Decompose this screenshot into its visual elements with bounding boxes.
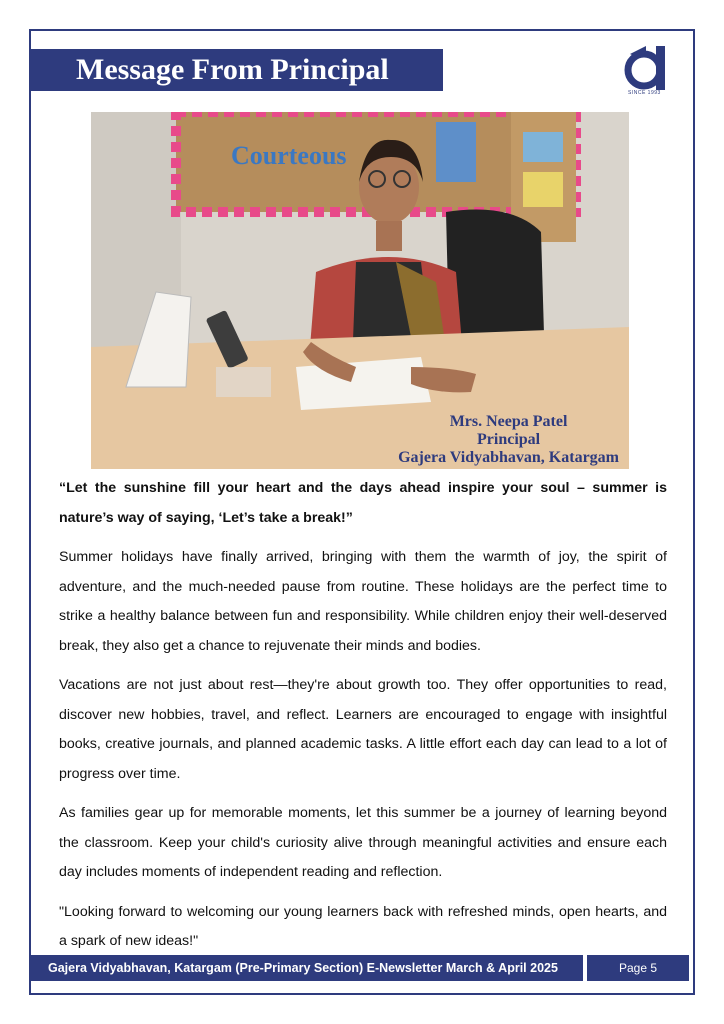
paragraph-2: Vacations are not just about rest—they're about growth too. They offer opportunities to read, discover new hobbies, travel, and reflect. Learners are encouraged to engage with insightful books, creative journals, and planned academic tasks. A little effort each day can lead to a lot of progress over time. [59,677,667,782]
page-title: Message From Principal [30,49,443,91]
closing-quote: "Looking forward to welcoming our young learners back with refreshed minds, open hearts, and a spark of new ideas!" [59,903,667,949]
caption-school: Gajera Vidyabhavan, Katargam [398,449,619,466]
page-number: Page 5 [587,955,689,981]
caption-name: Mrs. Neepa Patel [449,413,568,430]
paragraph-1: Summer holidays have finally arrived, bringing with them the warmth of joy, the spirit of adventure, and the much-needed pause from routine. These holidays are the perfect time to strike a healthy balance between fun and responsibility. While children enjoy their well-deserved break, they also get a chance to rejuvenate their minds and bodies. [59,549,667,654]
message-body [59,474,667,967]
paragraph-3: As families gear up for memorable moments, let this summer be a journey of learning beyond the classroom. Keep your child's curiosity alive through meaningful activities and ensure each day includes moments of independent reading and reflection. [59,805,667,880]
board-word: Courteous [231,141,347,170]
logo-since-text: SINCE 1993 [628,90,661,96]
opening-quote: “Let the sunshine fill your heart and the days ahead inspire your soul – summer is nature’s way of saying, ‘Let’s take a break!” [59,480,667,526]
photo-caption [398,413,619,467]
footer-newsletter: Gajera Vidyabhavan, Katargam (Pre-Primary Section) E-Newsletter March & April 2025 [31,955,583,981]
principal-photo [91,112,629,469]
school-logo-icon [622,40,678,96]
caption-role: Principal [477,431,541,448]
